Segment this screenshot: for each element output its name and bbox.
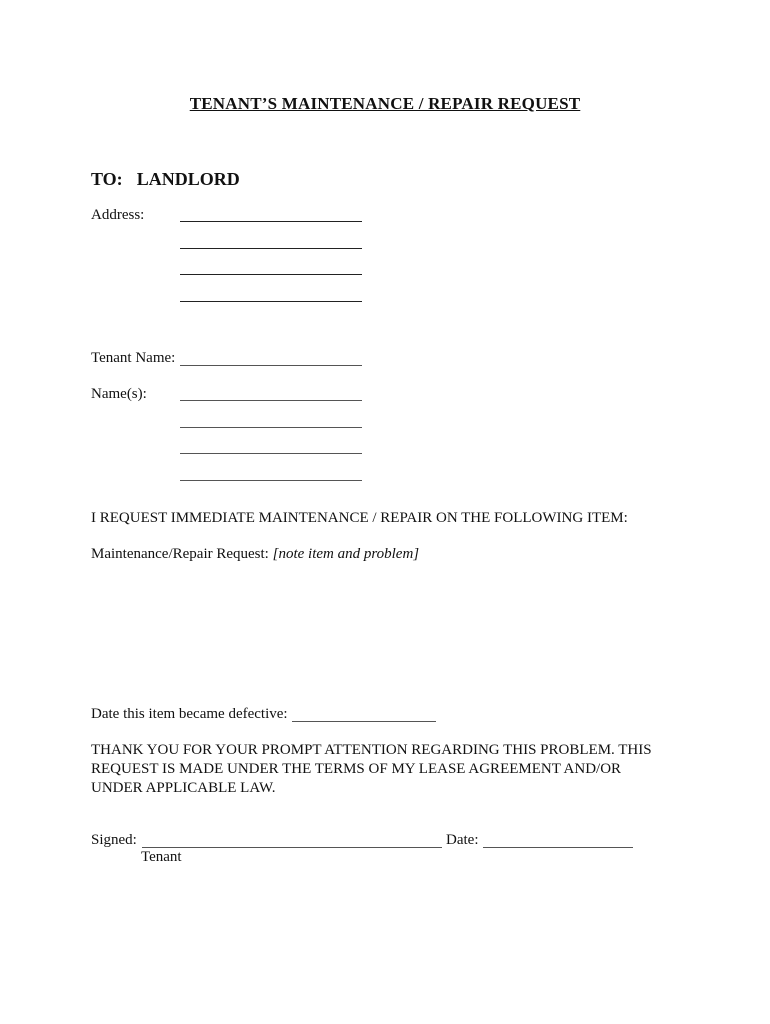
signature-line[interactable] bbox=[142, 847, 442, 848]
signed-label: Signed: bbox=[91, 832, 137, 848]
closing-line: UNDER APPLICABLE LAW. bbox=[91, 780, 276, 796]
request-heading: I REQUEST IMMEDIATE MAINTENANCE / REPAIR ON THE FOLLOWING ITEM: bbox=[91, 510, 628, 526]
to-line bbox=[91, 169, 240, 190]
date-label: Date: bbox=[446, 832, 479, 848]
address-line-4[interactable] bbox=[180, 301, 362, 302]
closing-line: REQUEST IS MADE UNDER THE TERMS OF MY LEASE AGREEMENT AND/OR bbox=[91, 761, 622, 777]
to-recipient: LANDLORD bbox=[136, 169, 240, 189]
tenant-name-label: Tenant Name: bbox=[91, 350, 176, 366]
address-line-3[interactable] bbox=[180, 274, 362, 275]
names-line-2[interactable] bbox=[180, 427, 362, 428]
to-label: TO: bbox=[91, 169, 123, 189]
tenant-name-line[interactable] bbox=[180, 365, 362, 366]
address-label: Address: bbox=[91, 207, 145, 223]
names-line-4[interactable] bbox=[180, 480, 362, 481]
request-label: Maintenance/Repair Request: bbox=[91, 546, 269, 562]
request-description-area[interactable] bbox=[91, 570, 691, 690]
address-line-1[interactable] bbox=[180, 221, 362, 222]
names-line-1[interactable] bbox=[180, 400, 362, 401]
defective-date-line[interactable] bbox=[292, 721, 436, 722]
signed-caption: Tenant bbox=[141, 849, 182, 865]
request-note: [note item and problem] bbox=[272, 546, 420, 562]
address-line-2[interactable] bbox=[180, 248, 362, 249]
request-line bbox=[91, 546, 419, 563]
names-label: Name(s): bbox=[91, 386, 147, 402]
closing-line: THANK YOU FOR YOUR PROMPT ATTENTION REGARDING THIS PROBLEM. THIS bbox=[91, 742, 652, 758]
defective-date-label: Date this item became defective: bbox=[91, 706, 288, 722]
closing-paragraph bbox=[91, 741, 691, 798]
document-title: TENANT’S MAINTENANCE / REPAIR REQUEST bbox=[189, 94, 581, 113]
date-line[interactable] bbox=[483, 847, 633, 848]
names-line-3[interactable] bbox=[180, 453, 362, 454]
